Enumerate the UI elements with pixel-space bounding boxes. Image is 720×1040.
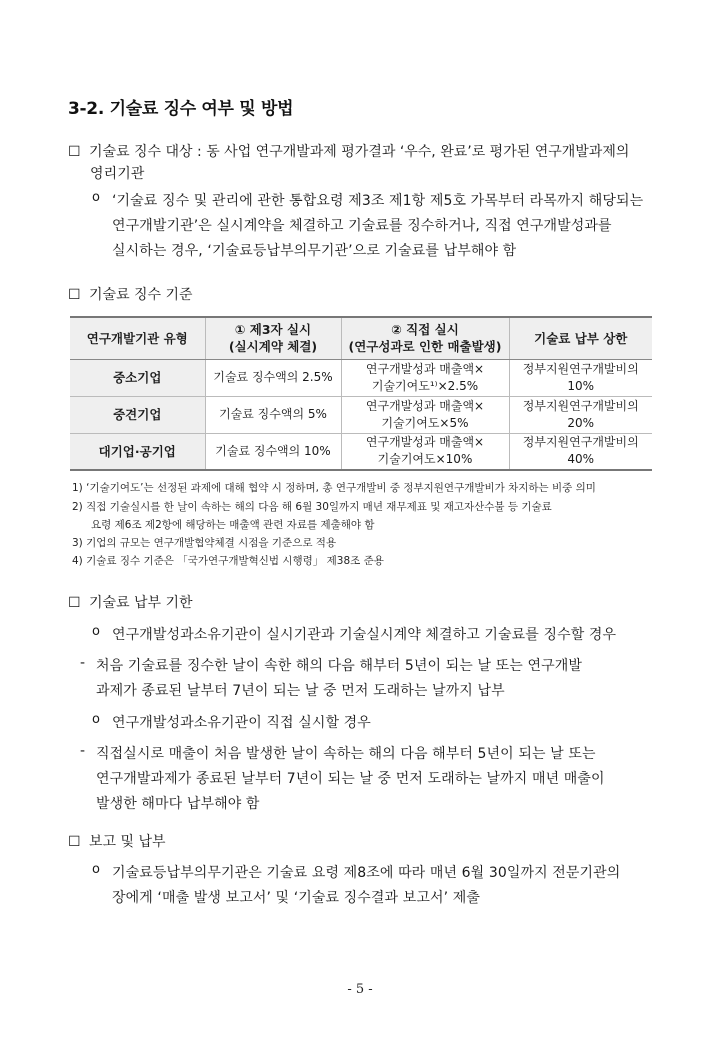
- heading-deadline: [68, 592, 193, 612]
- dash-icon: -: [80, 743, 86, 759]
- table-header-row: [70, 317, 652, 359]
- deadline-item-2-detail-1: 직접실시로 매출이 처음 발생한 날이 속하는 해의 다음 해부터 5년이 되는 날 또는: [96, 746, 596, 762]
- table-note-3: 3) 기업의 규모는 연구개발협약체결 시점을 기준으로 적용: [72, 537, 337, 549]
- target-bullet-line-1: ‘기술료 징수 및 관리에 관한 통합요령 제3조 제1항 제5호 가목부터 라목까지 해당되는: [112, 193, 644, 209]
- bullet-circle-icon: o: [92, 624, 100, 639]
- table-header-cell: ② 직접 실시 (연구성과로 인한 매출발생): [341, 317, 509, 359]
- table-note-2: 2) 직접 기술실시를 한 날이 속하는 해의 다음 해 6월 30일까지 매년 재무제표 및 재고자산수불 등 기술료: [72, 501, 552, 513]
- table-cell: 연구개발성과 매출액× 기술기여도×10%: [341, 433, 509, 470]
- checkbox-square-icon: ☐: [68, 595, 81, 611]
- heading-target-text: 기술료 징수 대상 : 동 사업 연구개발과제 평가결과 ‘우수, 완료’로 평가된 연구개발과제의: [89, 144, 630, 160]
- table-header-cell: ① 제3자 실시 (실시계약 체결): [205, 317, 341, 359]
- heading-target-cont: 영리기관: [90, 166, 145, 182]
- bullet-circle-icon: o: [92, 712, 100, 727]
- table-row: [70, 359, 652, 396]
- table-header-cell: 기술료 납부 상한: [509, 317, 652, 359]
- section-title: 3-2. 기술료 징수 여부 및 방법: [68, 99, 294, 119]
- heading-report: [68, 831, 166, 851]
- deadline-item-2-detail-2: 연구개발과제가 종료된 날부터 7년이 되는 날 중 먼저 도래하는 날까지 매년 매출이: [96, 771, 605, 787]
- table-cell: 정부지원연구개발비의 40%: [509, 433, 652, 470]
- table-row-header: 대기업·공기업: [70, 433, 205, 470]
- deadline-item-1: 연구개발성과소유기관이 실시기관과 기술실시계약 체결하고 기술료를 징수할 경우: [112, 627, 617, 643]
- heading-criteria: [68, 284, 193, 304]
- dash-icon: -: [80, 655, 86, 671]
- page-number: - 5 -: [347, 982, 373, 997]
- table-note-2-cont: 요령 제6조 제2항에 해당하는 매출액 관련 자료를 제출해야 함: [91, 519, 375, 531]
- table-note-4: 4) 기술료 징수 기준은 「국가연구개발혁신법 시행령」 제38조 준용: [72, 555, 384, 567]
- heading-criteria-text: 기술료 징수 기준: [89, 287, 193, 303]
- heading-report-text: 보고 및 납부: [89, 834, 166, 850]
- table-row-header: 중소기업: [70, 359, 205, 396]
- report-line-1: 기술료등납부의무기관은 기술료 요령 제8조에 따라 매년 6월 30일까지 전문기관의: [112, 865, 621, 881]
- bullet-circle-icon: o: [92, 862, 100, 877]
- target-bullet-line-3: 실시하는 경우, ‘기술료등납부의무기관’으로 기술료를 납부해야 함: [112, 243, 517, 259]
- table-cell: 연구개발성과 매출액× 기술기여도×5%: [341, 396, 509, 433]
- table-note-1: 1) ‘기술기여도’는 선정된 과제에 대해 협약 시 정하며, 총 연구개발비 중 정부지원연구개발비가 차지하는 비중 의미: [72, 482, 596, 494]
- checkbox-square-icon: ☐: [68, 834, 81, 850]
- table-row-header: 중견기업: [70, 396, 205, 433]
- table-row: [70, 433, 652, 470]
- table-cell: 기술료 징수액의 2.5%: [205, 359, 341, 396]
- target-bullet-line-2: 연구개발기관’은 실시계약을 체결하고 기술료를 징수하거나, 직접 연구개발성과를: [112, 218, 612, 234]
- table-cell: 정부지원연구개발비의 20%: [509, 396, 652, 433]
- table-header-cell: 연구개발기관 유형: [70, 317, 205, 359]
- royalty-table: [70, 316, 652, 471]
- table-cell: 정부지원연구개발비의 10%: [509, 359, 652, 396]
- deadline-item-1-detail-1: 처음 기술료를 징수한 날이 속한 해의 다음 해부터 5년이 되는 날 또는 연구개발: [96, 658, 582, 674]
- bullet-circle-icon: o: [92, 190, 100, 205]
- heading-deadline-text: 기술료 납부 기한: [89, 595, 193, 611]
- table-row: [70, 396, 652, 433]
- checkbox-square-icon: ☐: [68, 287, 81, 303]
- table-cell: 연구개발성과 매출액× 기술기여도¹⁾×2.5%: [341, 359, 509, 396]
- table-cell: 기술료 징수액의 5%: [205, 396, 341, 433]
- report-line-2: 장에게 ‘매출 발생 보고서’ 및 ‘기술료 징수결과 보고서’ 제출: [112, 890, 480, 906]
- deadline-item-2: 연구개발성과소유기관이 직접 실시할 경우: [112, 715, 371, 731]
- table-cell: 기술료 징수액의 10%: [205, 433, 341, 470]
- deadline-item-2-detail-3: 발생한 해마다 납부해야 함: [96, 796, 260, 812]
- checkbox-square-icon: ☐: [68, 144, 81, 160]
- deadline-item-1-detail-2: 과제가 종료된 날부터 7년이 되는 날 중 먼저 도래하는 날까지 납부: [96, 683, 505, 699]
- heading-target: [68, 141, 629, 161]
